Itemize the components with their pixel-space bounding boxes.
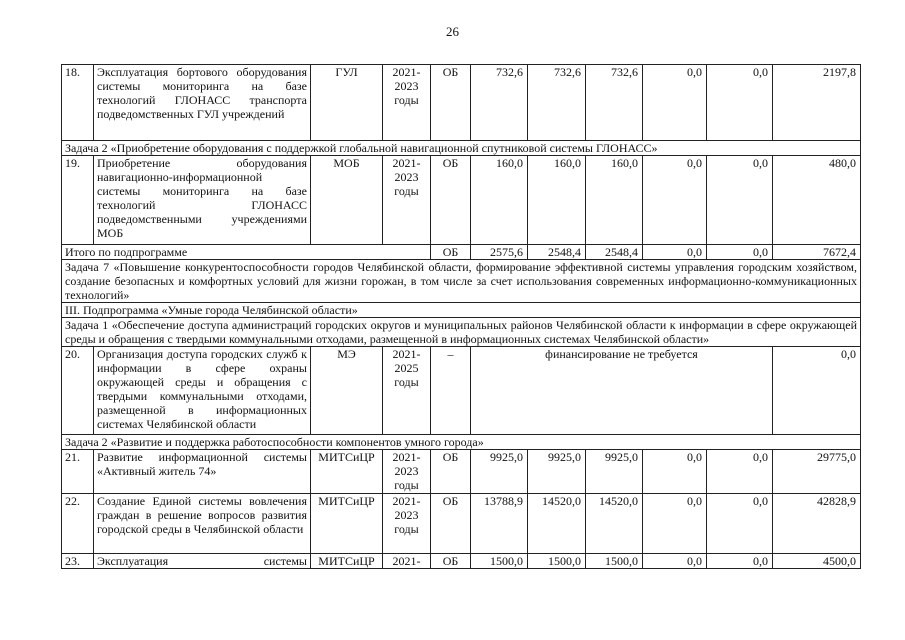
value-2022: 732,6 bbox=[528, 65, 586, 141]
value-2023: 14520,0 bbox=[586, 494, 643, 554]
value-2025: 0,0 bbox=[707, 450, 773, 494]
executor: МИТСиЦР bbox=[311, 494, 383, 554]
value-2024: 0,0 bbox=[643, 245, 707, 260]
measure-name: Эксплуатация системы bbox=[94, 554, 311, 569]
funding-source: ОБ bbox=[431, 450, 471, 494]
row-number: 19. bbox=[62, 156, 94, 245]
value-2022: 160,0 bbox=[528, 156, 586, 245]
value-total: 42828,9 bbox=[773, 494, 861, 554]
funding-source: ОБ bbox=[431, 245, 471, 260]
measure-name: Создание Единой системы вовлечения граждан в решение вопросов развития городской среды в Челябинской области bbox=[94, 494, 311, 554]
table-row bbox=[62, 65, 861, 141]
value-2024: 0,0 bbox=[643, 450, 707, 494]
value-2021: 160,0 bbox=[471, 156, 528, 245]
value-2021: 732,6 bbox=[471, 65, 528, 141]
value-2024: 0,0 bbox=[643, 65, 707, 141]
period: 2021-2025 годы bbox=[383, 347, 431, 435]
value-2024: 0,0 bbox=[643, 554, 707, 569]
row-number: 18. bbox=[62, 65, 94, 141]
value-2025: 0,0 bbox=[707, 494, 773, 554]
value-2023: 2548,4 bbox=[586, 245, 643, 260]
value-2025: 0,0 bbox=[707, 245, 773, 260]
row-number: 21. bbox=[62, 450, 94, 494]
section-header-row bbox=[62, 303, 861, 318]
value-2025: 0,0 bbox=[707, 65, 773, 141]
value-2021: 13788,9 bbox=[471, 494, 528, 554]
value-2023: 9925,0 bbox=[586, 450, 643, 494]
value-2023: 732,6 bbox=[586, 65, 643, 141]
value-2025: 0,0 bbox=[707, 156, 773, 245]
value-2024: 0,0 bbox=[643, 156, 707, 245]
measure-name: Развитие информационной системы «Активный житель 74» bbox=[94, 450, 311, 494]
executor: МИТСиЦР bbox=[311, 450, 383, 494]
row-number: 22. bbox=[62, 494, 94, 554]
value-2022: 9925,0 bbox=[528, 450, 586, 494]
value-2023: 1500,0 bbox=[586, 554, 643, 569]
page-number: 26 bbox=[446, 24, 459, 39]
funding-source: – bbox=[431, 347, 471, 435]
value-total: 7672,4 bbox=[773, 245, 861, 260]
row-number: 23. bbox=[62, 554, 94, 569]
table-row bbox=[62, 554, 861, 569]
section-header-row bbox=[62, 318, 861, 347]
row-number: 20. bbox=[62, 347, 94, 435]
funding-source: ОБ bbox=[431, 65, 471, 141]
value-2021: 2575,6 bbox=[471, 245, 528, 260]
task-heading: Задача 2 «Развитие и поддержка работоспособности компонентов умного города» bbox=[62, 435, 861, 450]
value-2025: 0,0 bbox=[707, 554, 773, 569]
subtotal-label: Итого по подпрограмме bbox=[62, 245, 431, 260]
table-row bbox=[62, 347, 861, 435]
task-heading: Задача 2 «Приобретение оборудования с поддержкой глобальной навигационной спутниковой системы ГЛОНАСС» bbox=[62, 141, 861, 156]
funding-source: ОБ bbox=[431, 554, 471, 569]
section-header-row bbox=[62, 141, 861, 156]
task-heading: Задача 1 «Обеспечение доступа администраций городских округов и муниципальных районов Челябинской области к информации в сфере окружающей среды и обращения с твердыми коммунальными отходами, размещенной в информационных системах Челябинской области» bbox=[62, 318, 861, 347]
measure-name: Организация доступа городских служб к информации в сфере охраны окружающей среды и обращения с твердыми коммунальными отходами, размещенной в информационных системах Челябинской области bbox=[94, 347, 311, 435]
table-row bbox=[62, 450, 861, 494]
measure-name: Приобретение оборудования навигационно-информационной системы мониторинга на базе технологий ГЛОНАСС подведомственными учреждениями МОБ bbox=[94, 156, 311, 245]
period: 2021-2023 годы bbox=[383, 65, 431, 141]
task-heading: Задача 7 «Повышение конкурентоспособности городов Челябинской области, формирование эффективной системы управления городским хозяйством, создание безопасных и комфортных условий для жизни горожан, в том числе за счет использования современных информационно-коммуникационных технологий» bbox=[62, 260, 861, 303]
value-2021: 9925,0 bbox=[471, 450, 528, 494]
value-2023: 160,0 bbox=[586, 156, 643, 245]
program-table bbox=[61, 64, 861, 569]
value-total: 29775,0 bbox=[773, 450, 861, 494]
executor: ГУЛ bbox=[311, 65, 383, 141]
measure-name: Эксплуатация бортового оборудования системы мониторинга на базе технологий ГЛОНАСС транспорта подведомственных ГУЛ учреждений bbox=[94, 65, 311, 141]
value-total: 0,0 bbox=[773, 347, 861, 435]
period: 2021-2023 годы bbox=[383, 494, 431, 554]
period: 2021- bbox=[383, 554, 431, 569]
value-2022: 2548,4 bbox=[528, 245, 586, 260]
value-total: 2197,8 bbox=[773, 65, 861, 141]
value-2021: 1500,0 bbox=[471, 554, 528, 569]
period: 2021-2023 годы bbox=[383, 450, 431, 494]
value-2024: 0,0 bbox=[643, 494, 707, 554]
table-row bbox=[62, 156, 861, 245]
subtotal-row bbox=[62, 245, 861, 260]
value-2022: 14520,0 bbox=[528, 494, 586, 554]
table-row bbox=[62, 494, 861, 554]
section-header-row bbox=[62, 260, 861, 303]
funding-source: ОБ bbox=[431, 156, 471, 245]
value-2022: 1500,0 bbox=[528, 554, 586, 569]
financing-note: финансирование не требуется bbox=[471, 347, 773, 435]
value-total: 480,0 bbox=[773, 156, 861, 245]
subprogram-heading: III. Подпрограмма «Умные города Челябинской области» bbox=[62, 303, 861, 318]
value-total: 4500,0 bbox=[773, 554, 861, 569]
executor: МЭ bbox=[311, 347, 383, 435]
section-header-row bbox=[62, 435, 861, 450]
executor: МОБ bbox=[311, 156, 383, 245]
funding-source: ОБ bbox=[431, 494, 471, 554]
period: 2021-2023 годы bbox=[383, 156, 431, 245]
executor: МИТСиЦР bbox=[311, 554, 383, 569]
